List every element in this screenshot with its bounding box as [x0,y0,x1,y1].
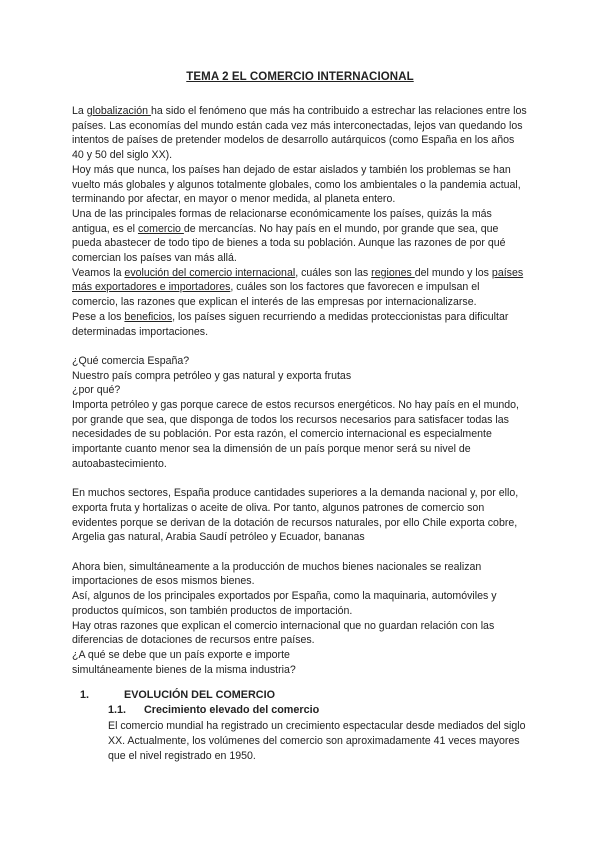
section-number-1: 1. [80,689,90,701]
paragraph-sectores: En muchos sectores, España produce cantidades superiores a la demanda nacional y, por ello, exporta fruta y hortalizas o aceite de oliva. Por tanto, algunos patrones de comercio son evidentes porque se derivan de la dotación de recursos naturales, por ello Chile exporta cobre, Argelia gas natural, Arabia Saudí petróleo y Ecuador, bananas [72,487,519,544]
subsection-heading-1-1 [108,704,319,716]
paragraph-comercio: Una de las principales formas de relacionarse económicamente los países, quizás la más antigua, es el comercio de mercancías. No hay país en el mundo, por grande que sea, que pueda abastecer de todo tipo de bienes a toda su población. Aunque las razones de por qué comercian los países van más allá. [72,207,506,265]
section-text: El comercio mundial ha registrado un crecimiento espectacular desde mediados del siglo XX. Actualmente, los volúmenes del comercio son aproximadamente 41 veces mayores que el nivel registrado en 1950. [108,720,526,762]
link-beneficios[interactable]: beneficios [124,310,173,323]
subsection-label-1-1: Crecimiento elevado del comercio [144,704,320,716]
link-paises[interactable]: países más exportadores e importadores [72,266,524,294]
question-exporte-importe-cont: simultáneamente bienes de la misma industria? [72,663,296,676]
paragraph-otras-razones: Hay otras razones que explican el comercio internacional que no guardan relación con las diferencias de dotaciones de recursos entre países. [72,619,495,647]
link-regiones[interactable]: regiones [371,266,415,279]
paragraph-asi: Así, algunos de los principales exportados por España, como la maquinaria, automóviles y productos químicos, son también productos de importación. [72,590,497,617]
link-globalizacion[interactable]: globalización [86,105,151,117]
document-body [72,104,528,677]
document-title: TEMA 2 EL COMERCIO INTERNACIONAL [186,71,414,83]
question-exporte-importe: ¿A qué se debe que un país exporte e importe [72,648,290,661]
answer-que-comercia: Nuestro país compra petróleo y gas natural y exporta frutas [72,369,352,382]
link-comercio[interactable]: comercio [137,222,184,235]
paragraph-beneficios: Pese a los beneficios, los países siguen recurriendo a medidas proteccionistas para dificultar determinadas importaciones. [72,310,509,338]
link-evolucion[interactable]: evolución del comercio internacional [124,266,296,279]
question-que-comercia: ¿Qué comercia España? [72,354,190,367]
paragraph-ahora-bien: Ahora bien, simultáneamente a la producción de muchos bienes nacionales se realizan importaciones de esos mismos bienes. [72,560,482,588]
paragraph-veamos: Veamos la evolución del comercio internacional, cuáles son las regiones del mundo y los países más exportadores e importadores, cuáles son los factores que favorecen e impulsan el comercio, las razones que explican el interés de las empresas por internacionalizarse. [72,266,524,309]
question-por-que: ¿por qué? [72,384,121,397]
paragraph-globalizacion: La globalización ha sido el fenómeno que más ha contribuido a estrechar las relaciones entre los países. Las economías del mundo están cada vez más interconectadas, lejos van quedando los intentos de países de pretender modelos de desarrollo autárquicos (como España en los años 40 y 50 del siglo XX). [72,105,527,162]
answer-por-que: Importa petróleo y gas porque carece de estos recursos energéticos. No hay país en el mundo, por grande que sea, que disponga de todos los recursos necesarios para satisfacer todas las necesidades de su población. Por esta razón, el comercio internacional es especialmente importante cuanto menor sea la dimensión de un país porque menor será su nivel de autoabastecimiento. [72,399,519,470]
section-label-1: EVOLUCIÓN DEL COMERCIO [124,689,275,701]
subsection-number-1-1: 1.1. [108,704,127,716]
section-heading-1 [80,689,275,701]
paragraph-hoy: Hoy más que nunca, los países han dejado de estar aislados y también los problemas se han vuelto más globales y algunos totalmente globales, como los ambientales o la pandemia actual, terminando por afectar, en mayor o menor medida, al planeta entero. [72,163,521,206]
